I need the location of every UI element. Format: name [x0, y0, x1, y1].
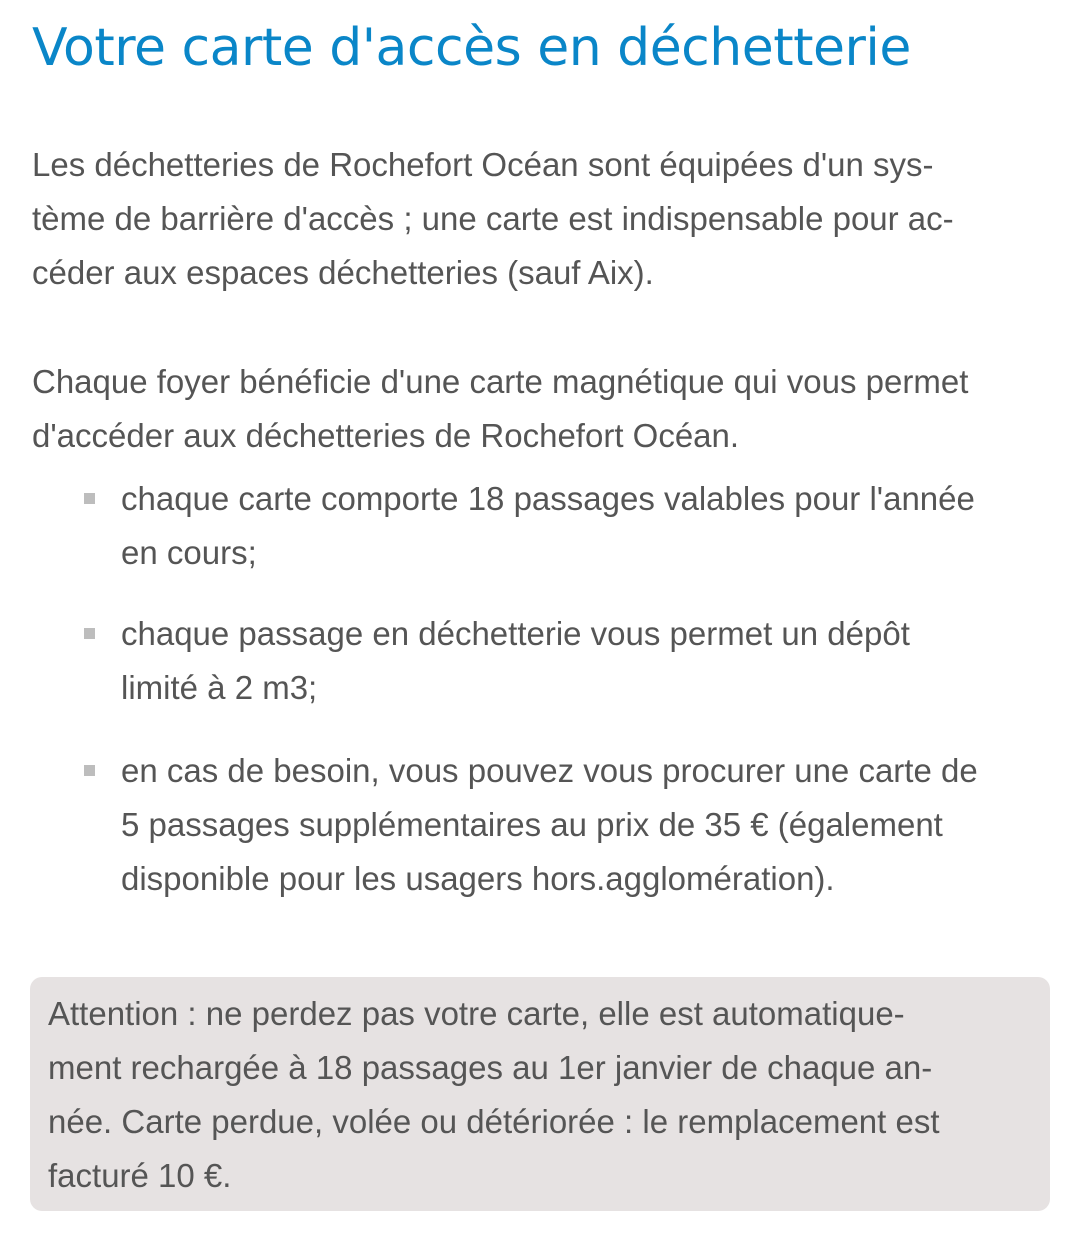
attention-notice-box: [30, 977, 1050, 1211]
intro-line: tème de barrière d'accès ; une carte est indispensable pour ac-: [32, 200, 954, 237]
list-item-line: limité à 2 m3;: [121, 669, 318, 706]
intro-paragraph: [32, 138, 1052, 300]
list-item-text: [121, 472, 975, 580]
list-item-line: en cas de besoin, vous pouvez vous procurer une carte de: [121, 752, 978, 789]
list-item-line: 5 passages supplémentaires au prix de 35 € (également: [121, 806, 943, 843]
list-item-line: en cours;: [121, 534, 257, 571]
notice-line: facturé 10 €.: [48, 1157, 232, 1194]
notice-line: Attention : ne perdez pas votre carte, elle est automatique-: [48, 995, 905, 1032]
notice-line: née. Carte perdue, volée ou détériorée : le remplacement est: [48, 1103, 940, 1140]
list-item-line: disponible pour les usagers hors.agglomération).: [121, 860, 835, 897]
card-info-line: d'accéder aux déchetteries de Rochefort Océan.: [32, 417, 740, 454]
list-item-line: chaque passage en déchetterie vous permet un dépôt: [121, 615, 910, 652]
list-item-text: [121, 744, 978, 906]
intro-line: Les déchetteries de Rochefort Océan sont équipées d'un sys-: [32, 146, 934, 183]
list-item-line: chaque carte comporte 18 passages valables pour l'année: [121, 480, 975, 517]
square-bullet-icon: [84, 628, 95, 639]
square-bullet-icon: [84, 493, 95, 504]
card-info-paragraph: [32, 355, 1052, 463]
attention-notice-text: [48, 987, 940, 1203]
notice-line: ment rechargée à 18 passages au 1er janvier de chaque an-: [48, 1049, 933, 1086]
intro-line: céder aux espaces déchetteries (sauf Aix).: [32, 254, 654, 291]
card-info-line: Chaque foyer bénéficie d'une carte magnétique qui vous permet: [32, 363, 969, 400]
page-title: Votre carte d'accès en déchetterie: [32, 18, 911, 78]
square-bullet-icon: [84, 765, 95, 776]
list-item-text: [121, 607, 910, 715]
